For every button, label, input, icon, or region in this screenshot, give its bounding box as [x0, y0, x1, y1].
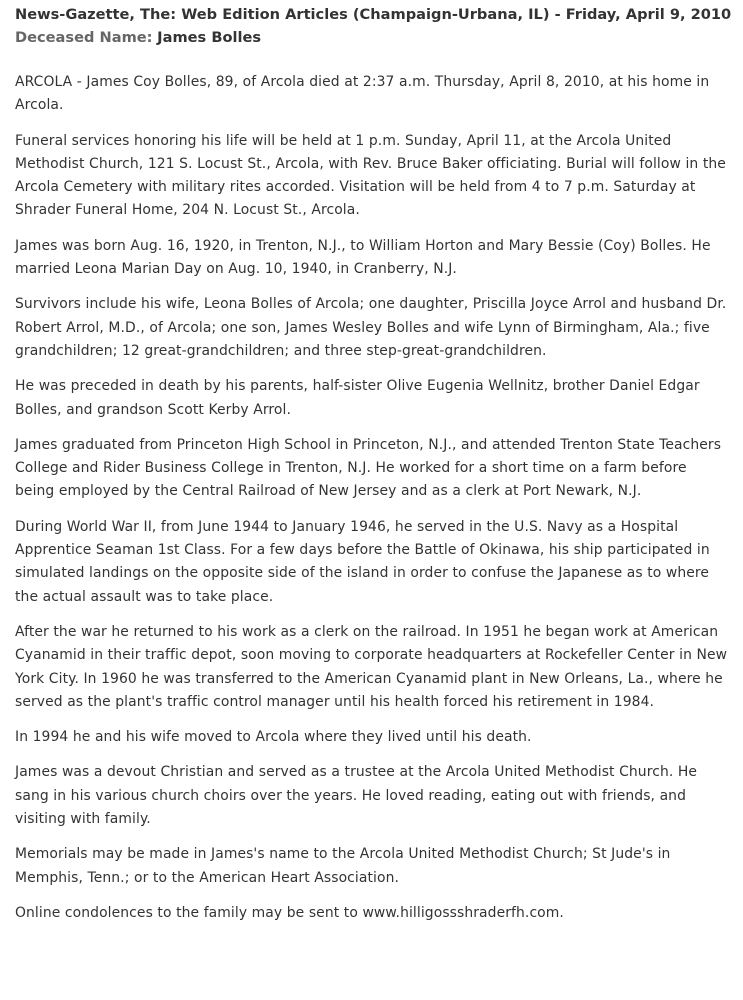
paragraph-education-early-work: James graduated from Princeton High School in Princeton, N.J., and attended Trenton State Teachers College and Rider Business College in Trenton, N.J. He worked for a short time on a farm before being employed by the Central Railroad of New Jersey and as a clerk at Port Newark, N.J.	[15, 436, 722, 500]
paragraph-online-condolences: Online condolences to the family may be sent to www.hilligossshraderfh.com.	[15, 904, 564, 921]
deceased-line	[15, 27, 729, 48]
deceased-label: Deceased Name:	[15, 29, 153, 46]
paragraph-funeral-services: Funeral services honoring his life will be held at 1 p.m. Sunday, April 11, at the Arcola United Methodist Church, 121 S. Locust St., Arcola, with Rev. Bruce Baker officiating. Burial will follow in the Arcola Cemetery with military rites accorded. Visitation will be held from 4 to 7 p.m. Saturday at Shrader Funeral Home, 204 N. Locust St., Arcola.	[15, 132, 726, 219]
paragraph-career: After the war he returned to his work as a clerk on the railroad. In 1951 he began work at American Cyanamid in their traffic depot, soon moving to corporate headquarters at Rockefeller Center in New York City. In 1960 he was transferred to the American Cyanamid plant in New Orleans, La., where he served as the plant's traffic control manager until his health forced his retirement in 1984.	[15, 623, 728, 710]
paragraph-faith-interests: James was a devout Christian and served as a trustee at the Arcola United Methodist Church. He sang in his various church choirs over the years. He loved reading, eating out with friends, and visiting with family.	[15, 764, 698, 828]
source-line: News-Gazette, The: Web Edition Articles (Champaign-Urbana, IL) - Friday, April 9, 2010	[15, 6, 732, 23]
paragraph-preceded-in-death: He was preceded in death by his parents, half-sister Olive Eugenia Wellnitz, brother Daniel Edgar Bolles, and grandson Scott Kerby Arrol.	[15, 378, 700, 418]
paragraph-death-notice: ARCOLA - James Coy Bolles, 89, of Arcola died at 2:37 a.m. Thursday, April 8, 2010, at his home in Arcola.	[15, 74, 710, 114]
paragraph-survivors: Survivors include his wife, Leona Bolles of Arcola; one daughter, Priscilla Joyce Arrol and husband Dr. Robert Arrol, M.D., of Arcola; one son, James Wesley Bolles and wife Lynn of Birmingham, Ala.; five grandchildren; 12 great-grandchildren; and three step-great-grandchildren.	[15, 296, 727, 359]
paragraph-memorials: Memorials may be made in James's name to the Arcola United Methodist Church; St Jude's in Memphis, Tenn.; or to the American Heart Association.	[15, 846, 671, 886]
article-body	[15, 71, 729, 925]
paragraph-military-service: During World War II, from June 1944 to January 1946, he served in the U.S. Navy as a Hospital Apprentice Seaman 1st Class. For a few days before the Battle of Okinawa, his ship participated in simulated landings on the opposite side of the island in order to confuse the Japanese as to where the actual assault was to take place.	[15, 518, 710, 605]
paragraph-move-to-arcola: In 1994 he and his wife moved to Arcola where they lived until his death.	[15, 729, 532, 746]
paragraph-birth-marriage: James was born Aug. 16, 1920, in Trenton, N.J., to William Horton and Mary Bessie (Coy) Bolles. He married Leona Marian Day on Aug. 10, 1940, in Cranberry, N.J.	[15, 237, 711, 278]
deceased-name: James Bolles	[157, 29, 262, 46]
